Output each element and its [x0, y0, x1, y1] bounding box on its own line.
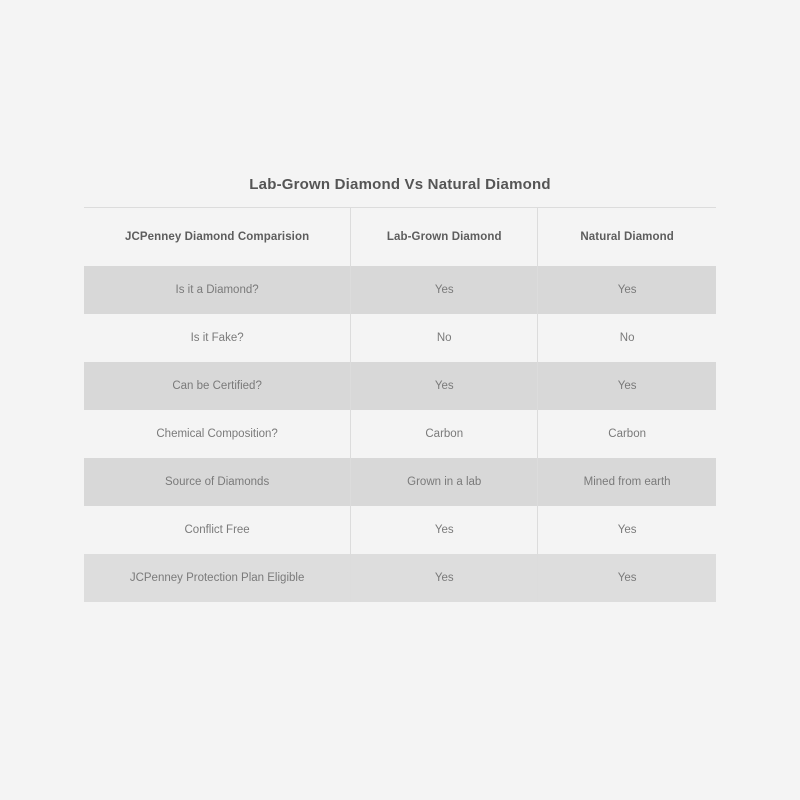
row-value-natural: Yes — [538, 554, 716, 602]
row-value-lab-grown: Yes — [351, 266, 538, 314]
row-value-lab-grown: Yes — [351, 362, 538, 410]
table-row — [84, 506, 716, 554]
table-row — [84, 362, 716, 410]
table-row — [84, 458, 716, 506]
row-value-natural: Yes — [538, 266, 716, 314]
table-header-row — [84, 208, 716, 266]
row-label: Chemical Composition? — [156, 428, 278, 440]
table-row — [84, 554, 716, 602]
column-header-feature: JCPenney Diamond Comparision — [124, 231, 310, 243]
column-header-lab-grown: Lab-Grown Diamond — [351, 208, 538, 266]
table-header — [84, 208, 716, 266]
row-label: Is it Fake? — [190, 332, 244, 344]
row-label: Is it a Diamond? — [84, 266, 351, 314]
row-label: Conflict Free — [184, 524, 250, 536]
row-label: Source of Diamonds — [84, 458, 351, 506]
row-value-lab-grown: Yes — [351, 506, 538, 554]
row-value-lab-grown: Grown in a lab — [351, 458, 538, 506]
page-title: Lab-Grown Diamond Vs Natural Diamond — [84, 176, 716, 208]
table-body — [84, 266, 716, 602]
row-value-lab-grown: Yes — [351, 554, 538, 602]
row-value-natural: Carbon — [538, 410, 716, 458]
comparison-module — [84, 176, 716, 602]
table-row — [84, 314, 716, 362]
row-value-natural: Mined from earth — [538, 458, 716, 506]
row-value-natural: No — [538, 314, 716, 362]
row-value-natural: Yes — [538, 506, 716, 554]
row-label: JCPenney Protection Plan Eligible — [84, 554, 351, 602]
row-value-natural: Yes — [538, 362, 716, 410]
comparison-table — [84, 208, 716, 602]
row-value-lab-grown: No — [351, 314, 538, 362]
table-row — [84, 410, 716, 458]
table-row — [84, 266, 716, 314]
column-header-natural: Natural Diamond — [538, 208, 716, 266]
row-label: Can be Certified? — [84, 362, 351, 410]
row-value-lab-grown: Carbon — [351, 410, 538, 458]
